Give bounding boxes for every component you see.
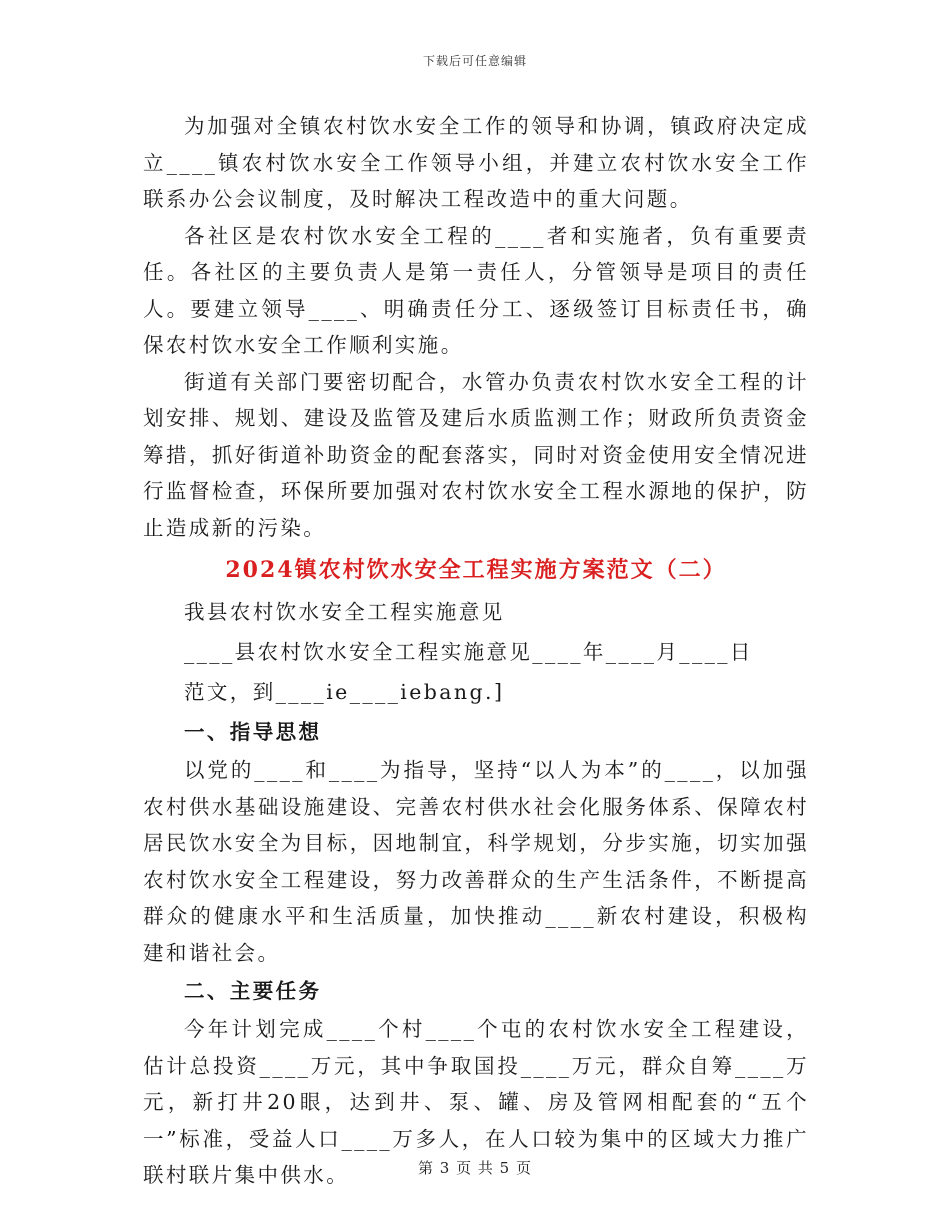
page-footer: 第 3 页 共 5 页 bbox=[418, 1159, 532, 1177]
paragraph-community-responsibility: 各社区是农村饮水安全工程的____者和实施者，负有重要责任。各社区的主要负责人是第一责任人，分管领导是项目的责任人。要建立领导____、明确责任分工、逐级签订目标责任书，确保农村饮水安全工作顺利实施。 bbox=[143, 223, 809, 357]
section-title: 2024镇农村饮水安全工程实施方案范文（二） bbox=[225, 557, 727, 583]
source-line: 范文，到____ie____iebang.] bbox=[184, 680, 505, 704]
heading-guiding-ideology: 一、指导思想 bbox=[184, 720, 322, 744]
paragraph-main-tasks: 今年计划完成____个村____个屯的农村饮水安全工程建设，估计总投资____万元，其中争取国投____万元，群众自筹____万元，新打井20眼，达到井、泵、罐、房及管网相配套的“五个一”标准，受益人口____万多人，在人口较为集中的区域大力推广联村联片集中供水。 bbox=[143, 1017, 809, 1187]
subtitle-line: 我县农村饮水安全工程实施意见 bbox=[184, 600, 505, 624]
date-line: ____县农村饮水安全工程实施意见____年____月____日 bbox=[184, 640, 753, 664]
paragraph-department-cooperation: 街道有关部门要密切配合，水管办负责农村饮水安全工程的计划安排、规划、建设及监管及建后水质监测工作；财政所负责资金筹措，抓好街道补助资金的配套落实，同时对资金使用安全情况进行监督检查，环保所要加强对农村饮水安全工程水源地的保护，防止造成新的污染。 bbox=[143, 369, 809, 540]
page-header: 下载后可任意编辑 bbox=[422, 54, 527, 68]
paragraph-leadership-group: 为加强对全镇农村饮水安全工作的领导和协调，镇政府决定成立____镇农村饮水安全工作领导小组，并建立农村饮水安全工作联系办公会议制度，及时解决工程改造中的重大问题。 bbox=[143, 114, 809, 211]
heading-main-tasks: 二、主要任务 bbox=[184, 979, 322, 1003]
document-body bbox=[143, 108, 809, 1194]
paragraph-guiding-ideology: 以党的____和____为指导，坚持“以人为本”的____，以加强农村供水基础设施建设、完善农村供水社会化服务体系、保障农村居民饮水安全为目标，因地制宜，科学规划，分步实施，切实加强农村饮水安全工程建设，努力改善群众的生产生活条件，不断提高群众的健康水平和生活质量，加快推动____新农村建设，积极构建和谐社会。 bbox=[143, 758, 809, 965]
